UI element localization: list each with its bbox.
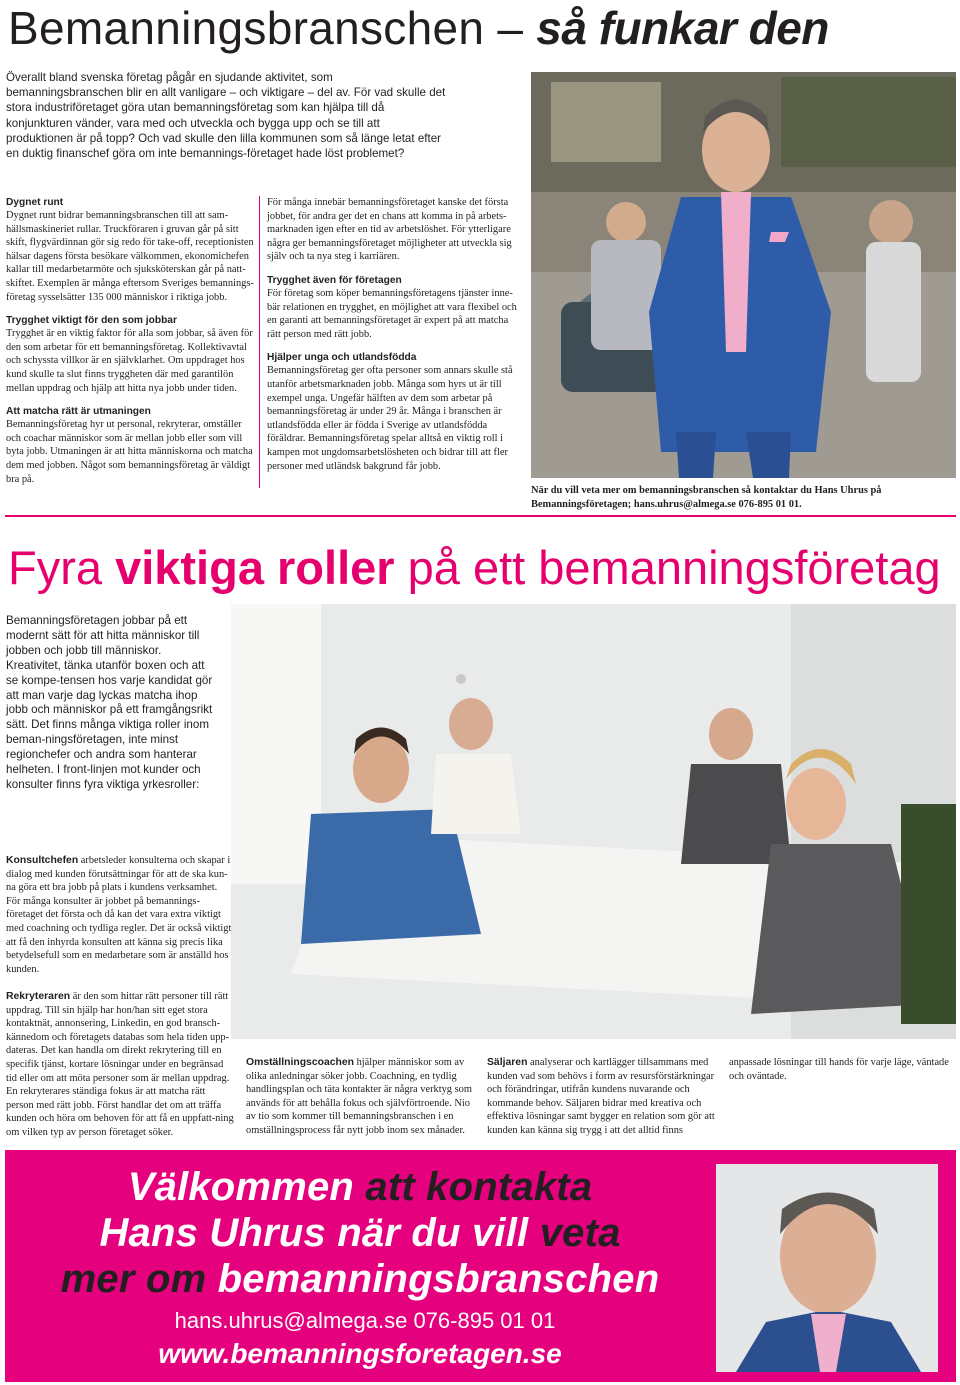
section2-intro: Bemanningsföretagen jobbar på ett modernt sätt för att hitta människor till jobben och jobb till människor. Kreativitet, tänka utanför boxen och att se kompe-tensen hos varje kandidat gör att man varje dag lyckas matcha ihop jobb och människor på ett framgångsrikt sätt. Det finns många viktiga roller inom beman-ningsföretagen, inte minst regionchefer och andra som hanterar helheten. I front-linjen mot kunder och konsulter finns fyra viktiga yrkesroller: — [6, 614, 213, 791]
col1-heading: Att matcha rätt är utmaningen — [6, 406, 151, 418]
role-saljare-continued: anpassade lösningar till hands för varje läge, väntade och oväntade. — [729, 1057, 949, 1082]
banner-text-dark: mer om — [60, 1257, 218, 1301]
banner-text-dark: veta — [539, 1211, 621, 1255]
street-photo — [531, 72, 956, 478]
page-title — [8, 2, 829, 54]
role-text: analyserar och kartlägger tillsammans med kunden vad som behövs i form av resursförstärkningar och förändringar, utifrån kundens nuvarande och kommande behov. Säljaren bidrar med kreativa och effektiva lösningar samt bygger en relation som gör att kunden kan känna sig trygg i att det alltid finns — [487, 1057, 715, 1136]
banner-website-link[interactable]: www.bemanningsforetagen.se — [158, 1338, 562, 1369]
meeting-photo — [231, 604, 956, 1039]
banner-text-dark: att kontakta — [365, 1165, 593, 1209]
portrait-photo — [716, 1164, 938, 1372]
photo-caption: När du vill veta mer om bemanningsbranschen så kontaktar du Hans Uhrus på Bemanningsföretagen; hans.uhrus@almega.se 076-895 01 01. — [531, 485, 882, 510]
title-bold-part: viktiga roller — [115, 541, 395, 594]
role-title: Säljaren — [487, 1057, 528, 1068]
section-divider — [5, 515, 956, 517]
col1-paragraph: Bemanningsföretag hyr ut personal, rekryterar, omställer och coachar människor som är mellan jobb eller som vill byta jobb. Utmaningen är att hitta människorna och matcha dem med jobben. Något som bemanningsföretag är väldigt bra på. — [6, 419, 253, 485]
contact-banner — [5, 1150, 956, 1382]
column-1 — [6, 196, 254, 496]
col2-paragraph: För många innebär bemanningsföretaget kanske det första jobbet, för andra ger det en chans att komma in på arbets-marknaden igen efter en tid av arbetslöshet. För ytterligare några ger bemanningsföretaget möjligheter att utveckla sig själv och ta nya steg i karriären. — [267, 197, 512, 263]
role-title: Rekryteraren — [6, 991, 71, 1002]
role-text: hjälper människor som av olika anledningar söker jobb. Coachning, en tydlig handlingsplan och täta kontakter är några verktyg som används för att behålla fokus och självförtroende. Nio av tio som kommer till bemanningsbranschen i en omställningsprocess får nytt jobb inom sex månader. — [246, 1057, 472, 1136]
banner-text: Välkommen — [127, 1165, 366, 1209]
role-konsultchef — [6, 854, 234, 976]
intro-text: Överallt bland svenska företag pågår en sjudande aktivitet, som bemanningsbranschen blir en allt vanligare – och viktigare – del av. För vad skulle det stora industriföretaget göra utan bemanningsföretag som kan hjälpa till då konjunkturen vänder, vara med och utveckla och bygga upp och se till att produktionen är på topp? Och vad skulle den lilla kommunen som så länge letat efter en duktig finanschef göra om inte bemannings-företaget hade löst problemet? — [6, 71, 446, 161]
col1-paragraph: Dygnet runt bidrar bemanningsbranschen till att sam-hällsmaskineriet rullar. Truckföraren i gruvan går på sitt skift, flygvärdinnan gör sig redo för take-off, receptionisten hälsar dagens första besökare välkommen, ekonomichefen kallar till medarbetarmöte och sjuksköterskan går på natt-skiftet. Exemplen är många eftersom Sveriges bemannings-företag sysselsätter 135 000 människor i riktiga jobb. — [6, 210, 254, 303]
col2-paragraph: För företag som köper bemanningsföretagens tjänster inne-bär relationen en trygghet, en möjlighet att vara flexibel och en garanti att bemanningsföretaget är expert på att matcha rätt person med rätt jobb. — [267, 287, 517, 340]
col1-heading: Trygghet viktigt för den som jobbar — [6, 315, 177, 327]
banner-line-3 — [5, 1256, 715, 1302]
banner-contact[interactable]: hans.uhrus@almega.se 076-895 01 01 — [174, 1308, 556, 1333]
role-text: är den som hittar rätt personer till rätt uppdrag. Till sin hjälp har hon/han sitt eget stora kontaktnät, annonsering, Linkedin, en god bransch-kännedom och företagets databas som hela tiden upp-dateras. Det kan handla om direkt rekrytering till en specifik tjänst, kortare lösningar under en begränsad tid eller om att möta personer som är mellan uppdrag. En rekryterares ständiga fokus är att matcha rätt person med rätt jobb. Först handlar det om att träffa kunden och höra om behoven för att få en uppfatt-ning om vilken typ av person företaget söker. — [6, 991, 234, 1138]
title-part: på ett bemanningsföretag — [394, 541, 941, 594]
column-divider — [259, 196, 260, 488]
title-bold: så funkar den — [536, 2, 829, 54]
column-2 — [267, 196, 517, 483]
title-regular: Bemanningsbranschen – — [8, 2, 537, 54]
role-omstallning — [246, 1056, 476, 1138]
banner-line-2 — [5, 1210, 715, 1256]
title-part: Fyra — [8, 541, 116, 594]
banner-text: Hans Uhrus när du vill — [99, 1211, 540, 1255]
col2-heading: Trygghet även för företagen — [267, 274, 402, 286]
role-saljare — [487, 1056, 715, 1138]
col1-heading: Dygnet runt — [6, 197, 64, 208]
col1-paragraph: Trygghet är en viktig faktor för alla som jobbar, så även för den som arbetar för ett bemanningsföretag. Kollektivavtal och schyssta villkor är en självklarhet. Om uppdraget hos kund skulle ta slut finns tryggheten där med garantilön mellan uppdrag och hjälp att hitta nya jobb under tiden. — [6, 328, 253, 394]
role-rekryterare — [6, 990, 234, 1140]
banner-line-1 — [5, 1164, 715, 1210]
col2-paragraph: Bemanningsföretag ger ofta personer som annars skulle stå utanför arbetsmarknaden jobb. Många som hyrs ut är till exempel unga. Ungefär hälften av dem som arbetar på bemanningsföretag är under 29 år. Många i branschen är utlandsfödda eller är födda i Sverige av utlandsfödda föräldrar. Bemanningsföretag spelar alltså en viktig roll i kampen mot ungdomsarbetslösheten och bidrar till att fler personer med utländsk bakgrund får jobb. — [267, 365, 513, 472]
role-text: arbetsleder konsulterna och skapar i dialog med kunden förutsättningar för att de ska kun-na göra ett bra jobb på plats i kundens verksamhet. För många konsulter är jobbet på bemannings-företaget det första och då kan det vara extra viktigt med coachning och tydliga regler. Det är också viktigt att få den inhyrda konsulten att känna sig precis lika betydelsefull som en medarbetare som är anställd hos kunden. — [6, 855, 232, 975]
col2-heading: Hjälper unga och utlandsfödda — [267, 352, 417, 364]
banner-text: bemanningsbranschen — [217, 1257, 660, 1301]
role-title: Konsultchefen — [6, 855, 79, 866]
section2-title — [8, 538, 941, 598]
role-title: Omställningscoachen — [246, 1057, 354, 1068]
